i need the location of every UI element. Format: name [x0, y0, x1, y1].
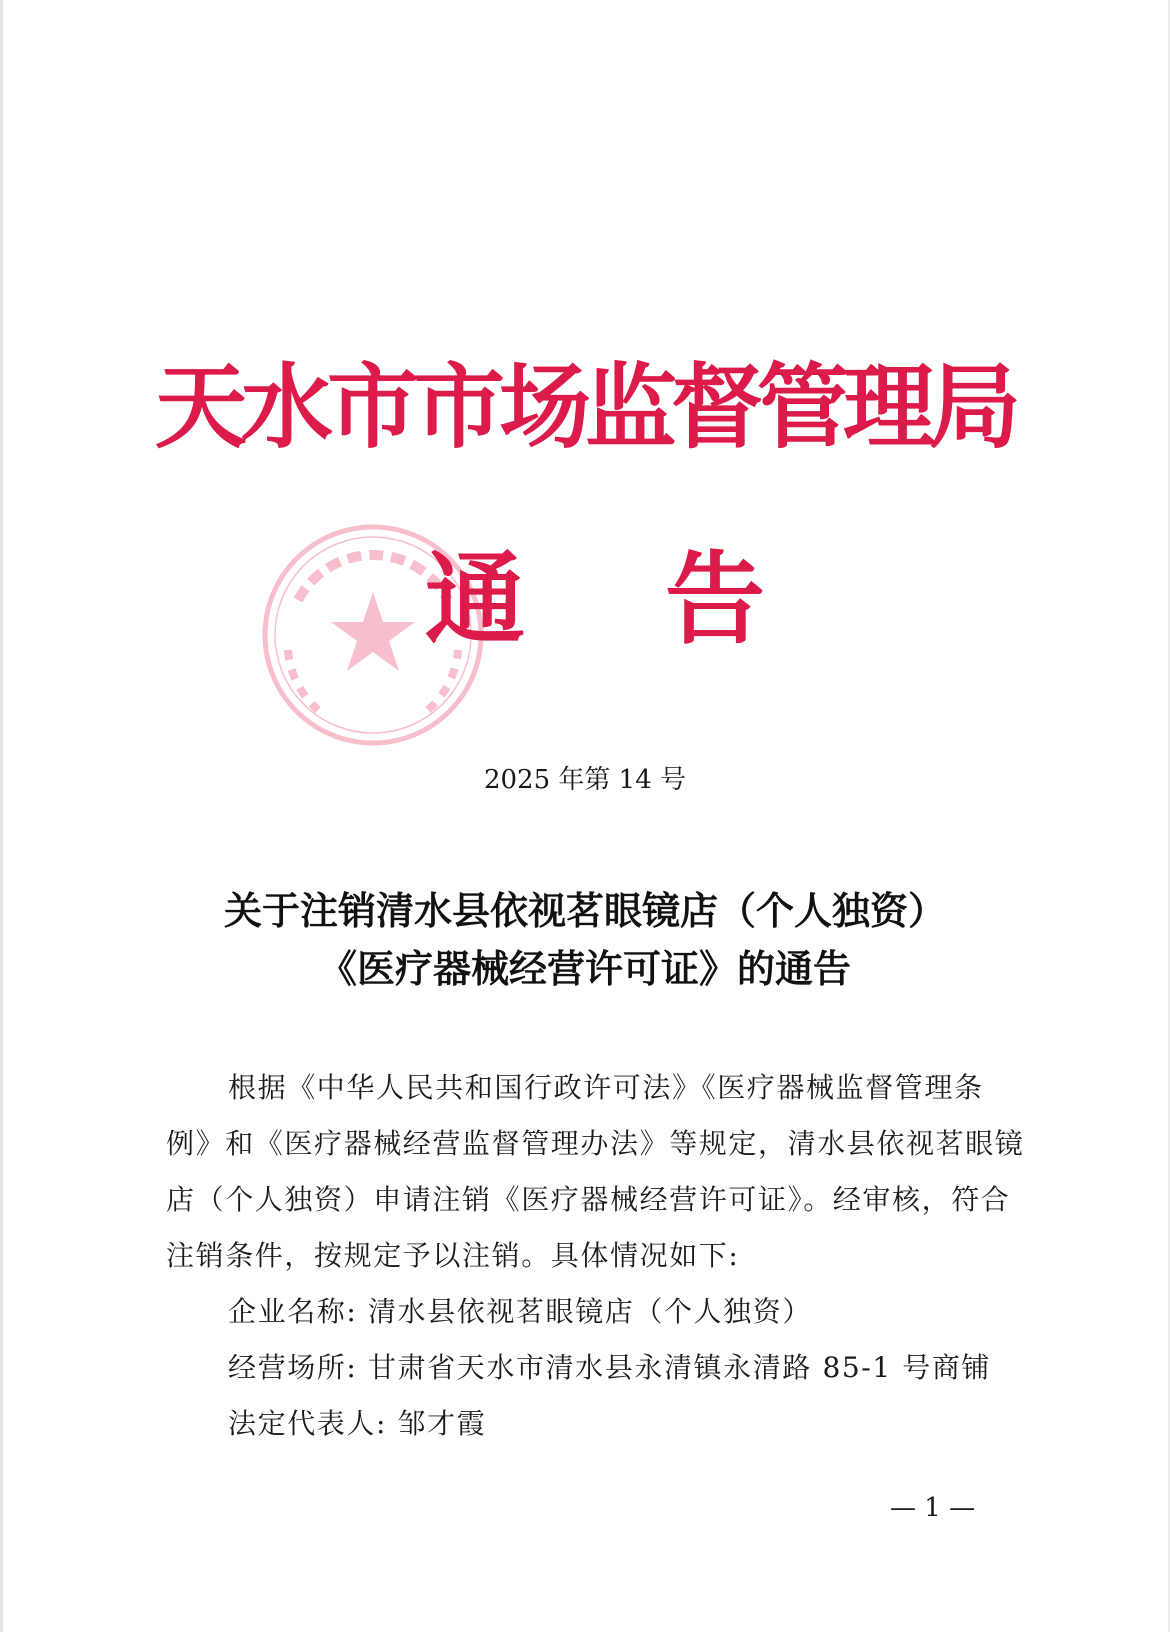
enterprise-name-row [166, 1284, 1026, 1340]
body-paragraph: 根据《中华人民共和国行政许可法》《医疗器械监督管理条例》和《医疗器械经营监督管理办法》等规定，清水县依视茗眼镜店（个人独资）申请注销《医疗器械经营许可证》。经审核，符合注销条件，按规定予以注销。具体情况如下: [166, 1071, 1025, 1272]
document-type-char: 通 [425, 541, 525, 658]
notice-body [166, 1060, 1026, 1452]
title-line-1: 关于注销清水县依视茗眼镜店（个人独资） [223, 889, 946, 933]
field-label: 企业名称: [228, 1295, 358, 1328]
business-address-row [166, 1340, 1026, 1396]
legal-representative-row [166, 1396, 1026, 1452]
issuing-authority: 天水市市场监督管理局 [154, 354, 1015, 461]
field-label: 经营场所: [228, 1351, 358, 1384]
scan-edge-left [0, 0, 3, 1632]
page-number: — 1 — [890, 1493, 976, 1523]
document-number: 2025 年第 14 号 [483, 765, 687, 795]
field-value: 甘肃省天水市清水县永清镇永清路 85-1 号商铺 [367, 1351, 992, 1384]
document-type [425, 540, 785, 660]
field-label: 法定代表人: [228, 1407, 388, 1440]
notice-title [0, 882, 1170, 998]
document-type-char: 告 [665, 541, 765, 658]
field-value: 邹才霞 [397, 1407, 487, 1440]
field-value: 清水县依视茗眼镜店（个人独资） [367, 1295, 812, 1328]
title-line-2: 《医疗器械经营许可证》的通告 [318, 947, 851, 991]
